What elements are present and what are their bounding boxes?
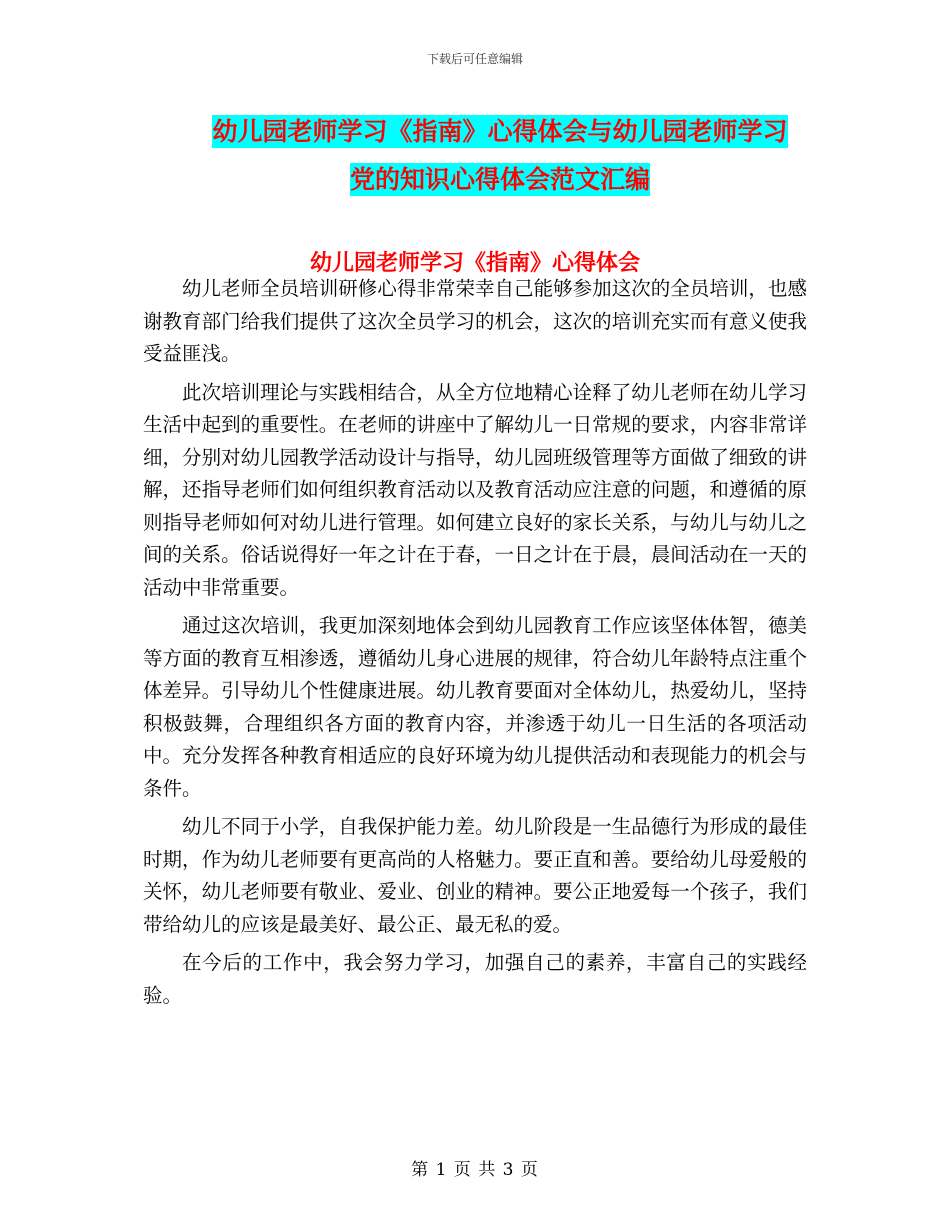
body-text [143, 273, 807, 1018]
paragraph-5: 在今后的工作中，我会努力学习，加强自己的素养，丰富自己的实践经验。 [143, 951, 807, 1007]
title-line-2: 党的知识心得体会范文汇编 [349, 165, 650, 194]
document-title [140, 108, 860, 204]
paragraph-2: 此次培训理论与实践相结合，从全方位地精心诠释了幼儿老师在幼儿学习生活中起到的重要性。在老师的讲座中了解幼儿一日常规的要求，内容非常详细，分别对幼儿园教学活动设计与指导，幼儿园班级管理等方面做了细致的讲解，还指导老师们如何组织教育活动以及教育活动应注意的问题，和遵循的原则指导老师如何对幼儿进行管理。如何建立良好的家长关系，与幼儿与幼儿之间的关系。俗话说得好一年之计在于春，一日之计在于晨，晨间活动在一天的活动中非常重要。 [143, 380, 807, 599]
paragraph-1: 幼儿老师全员培训研修心得非常荣幸自己能够参加这次的全员培训，也感谢教育部门给我们提供了这次全员学习的机会，这次的培训充实而有意义使我受益匪浅。 [143, 277, 807, 365]
section-title: 幼儿园老师学习《指南》心得体会 [309, 251, 640, 276]
paragraph-4: 幼儿不同于小学，自我保护能力差。幼儿阶段是一生品德行为形成的最佳时期，作为幼儿老师要有更高尚的人格魅力。要正直和善。要给幼儿母爱般的关怀，幼儿老师要有敬业、爱业、创业的精神。要公正地爱每一个孩子，我们带给幼儿的应该是最美好、最公正、最无私的爱。 [143, 815, 807, 936]
header-note: 下载后可任意编辑 [426, 52, 523, 66]
title-line-1: 幼儿园老师学习《指南》心得体会与幼儿园老师学习 [212, 117, 788, 146]
paragraph-3: 通过这次培训，我更加深刻地体会到幼儿园教育工作应该坚体体智，德美等方面的教育互相渗透，遵循幼儿身心进展的规律，符合幼儿年龄特点注重个体差异。引导幼儿个性健康进展。幼儿教育要面对全体幼儿，热爱幼儿，坚持积极鼓舞，合理组织各方面的教育内容，并渗透于幼儿一日生活的各项活动中。充分发挥各种教育相适应的良好环境为幼儿提供活动和表现能力的机会与条件。 [143, 614, 807, 800]
page-footer: 第 1 页 共 3 页 [411, 1160, 539, 1180]
